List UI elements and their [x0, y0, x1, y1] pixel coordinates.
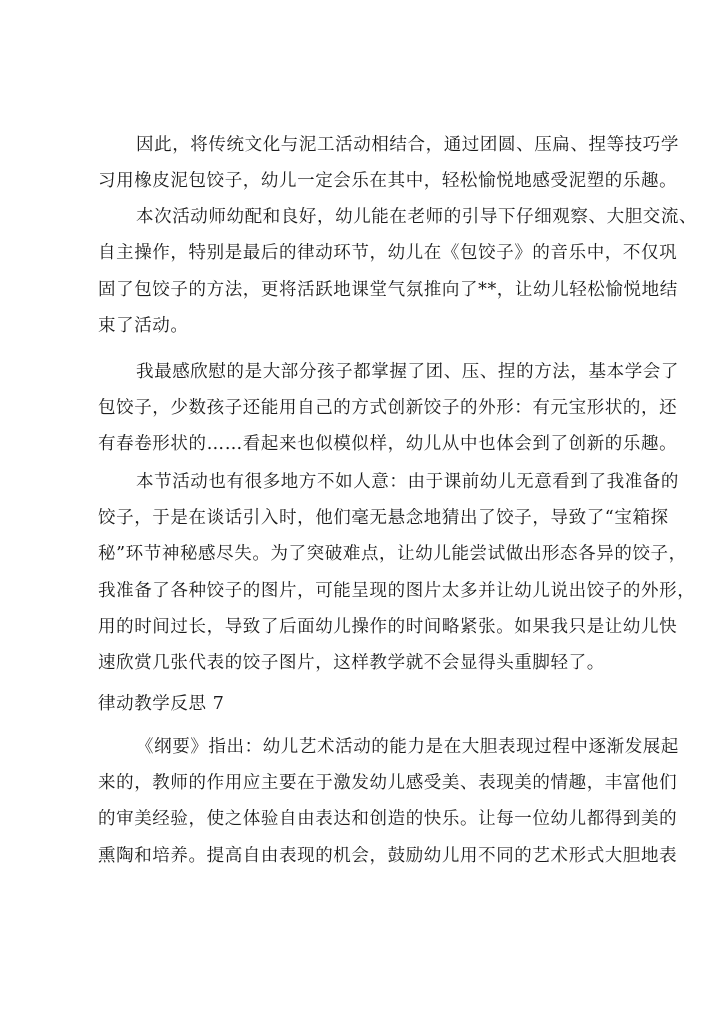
paragraph-4-line-5: 用的时间过长，导致了后面幼儿操作的时间略紧张。如果我只是让幼儿快 — [98, 617, 678, 637]
paragraph-3-line-2: 包饺子，少数孩子还能用自己的方式创新饺子的外形：有元宝形状的，还 — [98, 398, 678, 418]
paragraph-5-line-4: 熏陶和培养。提高自由表现的机会，鼓励幼儿用不同的艺术形式大胆地表 — [98, 846, 678, 866]
paragraph-4-line-1: 本节活动也有很多地方不如人意：由于课前幼儿无意看到了我准备的 — [136, 472, 679, 492]
paragraph-4-line-3: 秘”环节神秘感尽失。为了突破难点，让幼儿能尝试做出形态各异的饺子， — [98, 544, 687, 564]
paragraph-2-line-4: 束了活动。 — [98, 316, 189, 336]
paragraph-1-line-1: 因此，将传统文化与泥工活动相结合，通过团圆、压扁、捏等技巧学 — [136, 135, 679, 155]
paragraph-2-line-2: 自主操作，特别是最后的律动环节，幼儿在《包饺子》的音乐中，不仅巩 — [98, 243, 678, 263]
paragraph-4-line-6: 速欣赏几张代表的饺子图片，这样教学就不会显得头重脚轻了。 — [98, 653, 605, 673]
paragraph-5-line-3: 的审美经验，使之体验自由表达和创造的快乐。让每一位幼儿都得到美的 — [98, 809, 678, 829]
section-heading: 律动教学反思 7 — [98, 694, 225, 714]
paragraph-3-line-1: 我最感欣慰的是大部分孩子都掌握了团、压、捏的方法，基本学会了 — [136, 362, 679, 382]
paragraph-4-line-4: 我准备了各种饺子的图片，可能呈现的图片太多并让幼儿说出饺子的外形， — [98, 581, 696, 601]
paragraph-5-line-2: 来的，教师的作用应主要在于激发幼儿感受美、表现美的情趣，丰富他们 — [98, 773, 678, 793]
paragraph-2-line-3: 固了包饺子的方法，更将活跃地课堂气氛推向了**，让幼儿轻松愉悦地结 — [98, 280, 678, 300]
paragraph-4-line-2: 饺子，于是在谈话引入时，他们毫无悬念地猜出了饺子，导致了“宝箱探 — [98, 508, 669, 528]
paragraph-5-line-1: 《纲要》指出：幼儿艺术活动的能力是在大胆表现过程中逐渐发展起 — [136, 737, 679, 757]
paragraph-2-line-1: 本次活动师幼配和良好，幼儿能在老师的引导下仔细观察、大胆交流、 — [136, 207, 698, 227]
paragraph-3-line-3: 有春卷形状的……看起来也似模似样，幼儿从中也体会到了创新的乐趣。 — [98, 434, 678, 454]
paragraph-1-line-2: 习用橡皮泥包饺子，幼儿一定会乐在其中，轻松愉悦地感受泥塑的乐趣。 — [98, 171, 678, 191]
